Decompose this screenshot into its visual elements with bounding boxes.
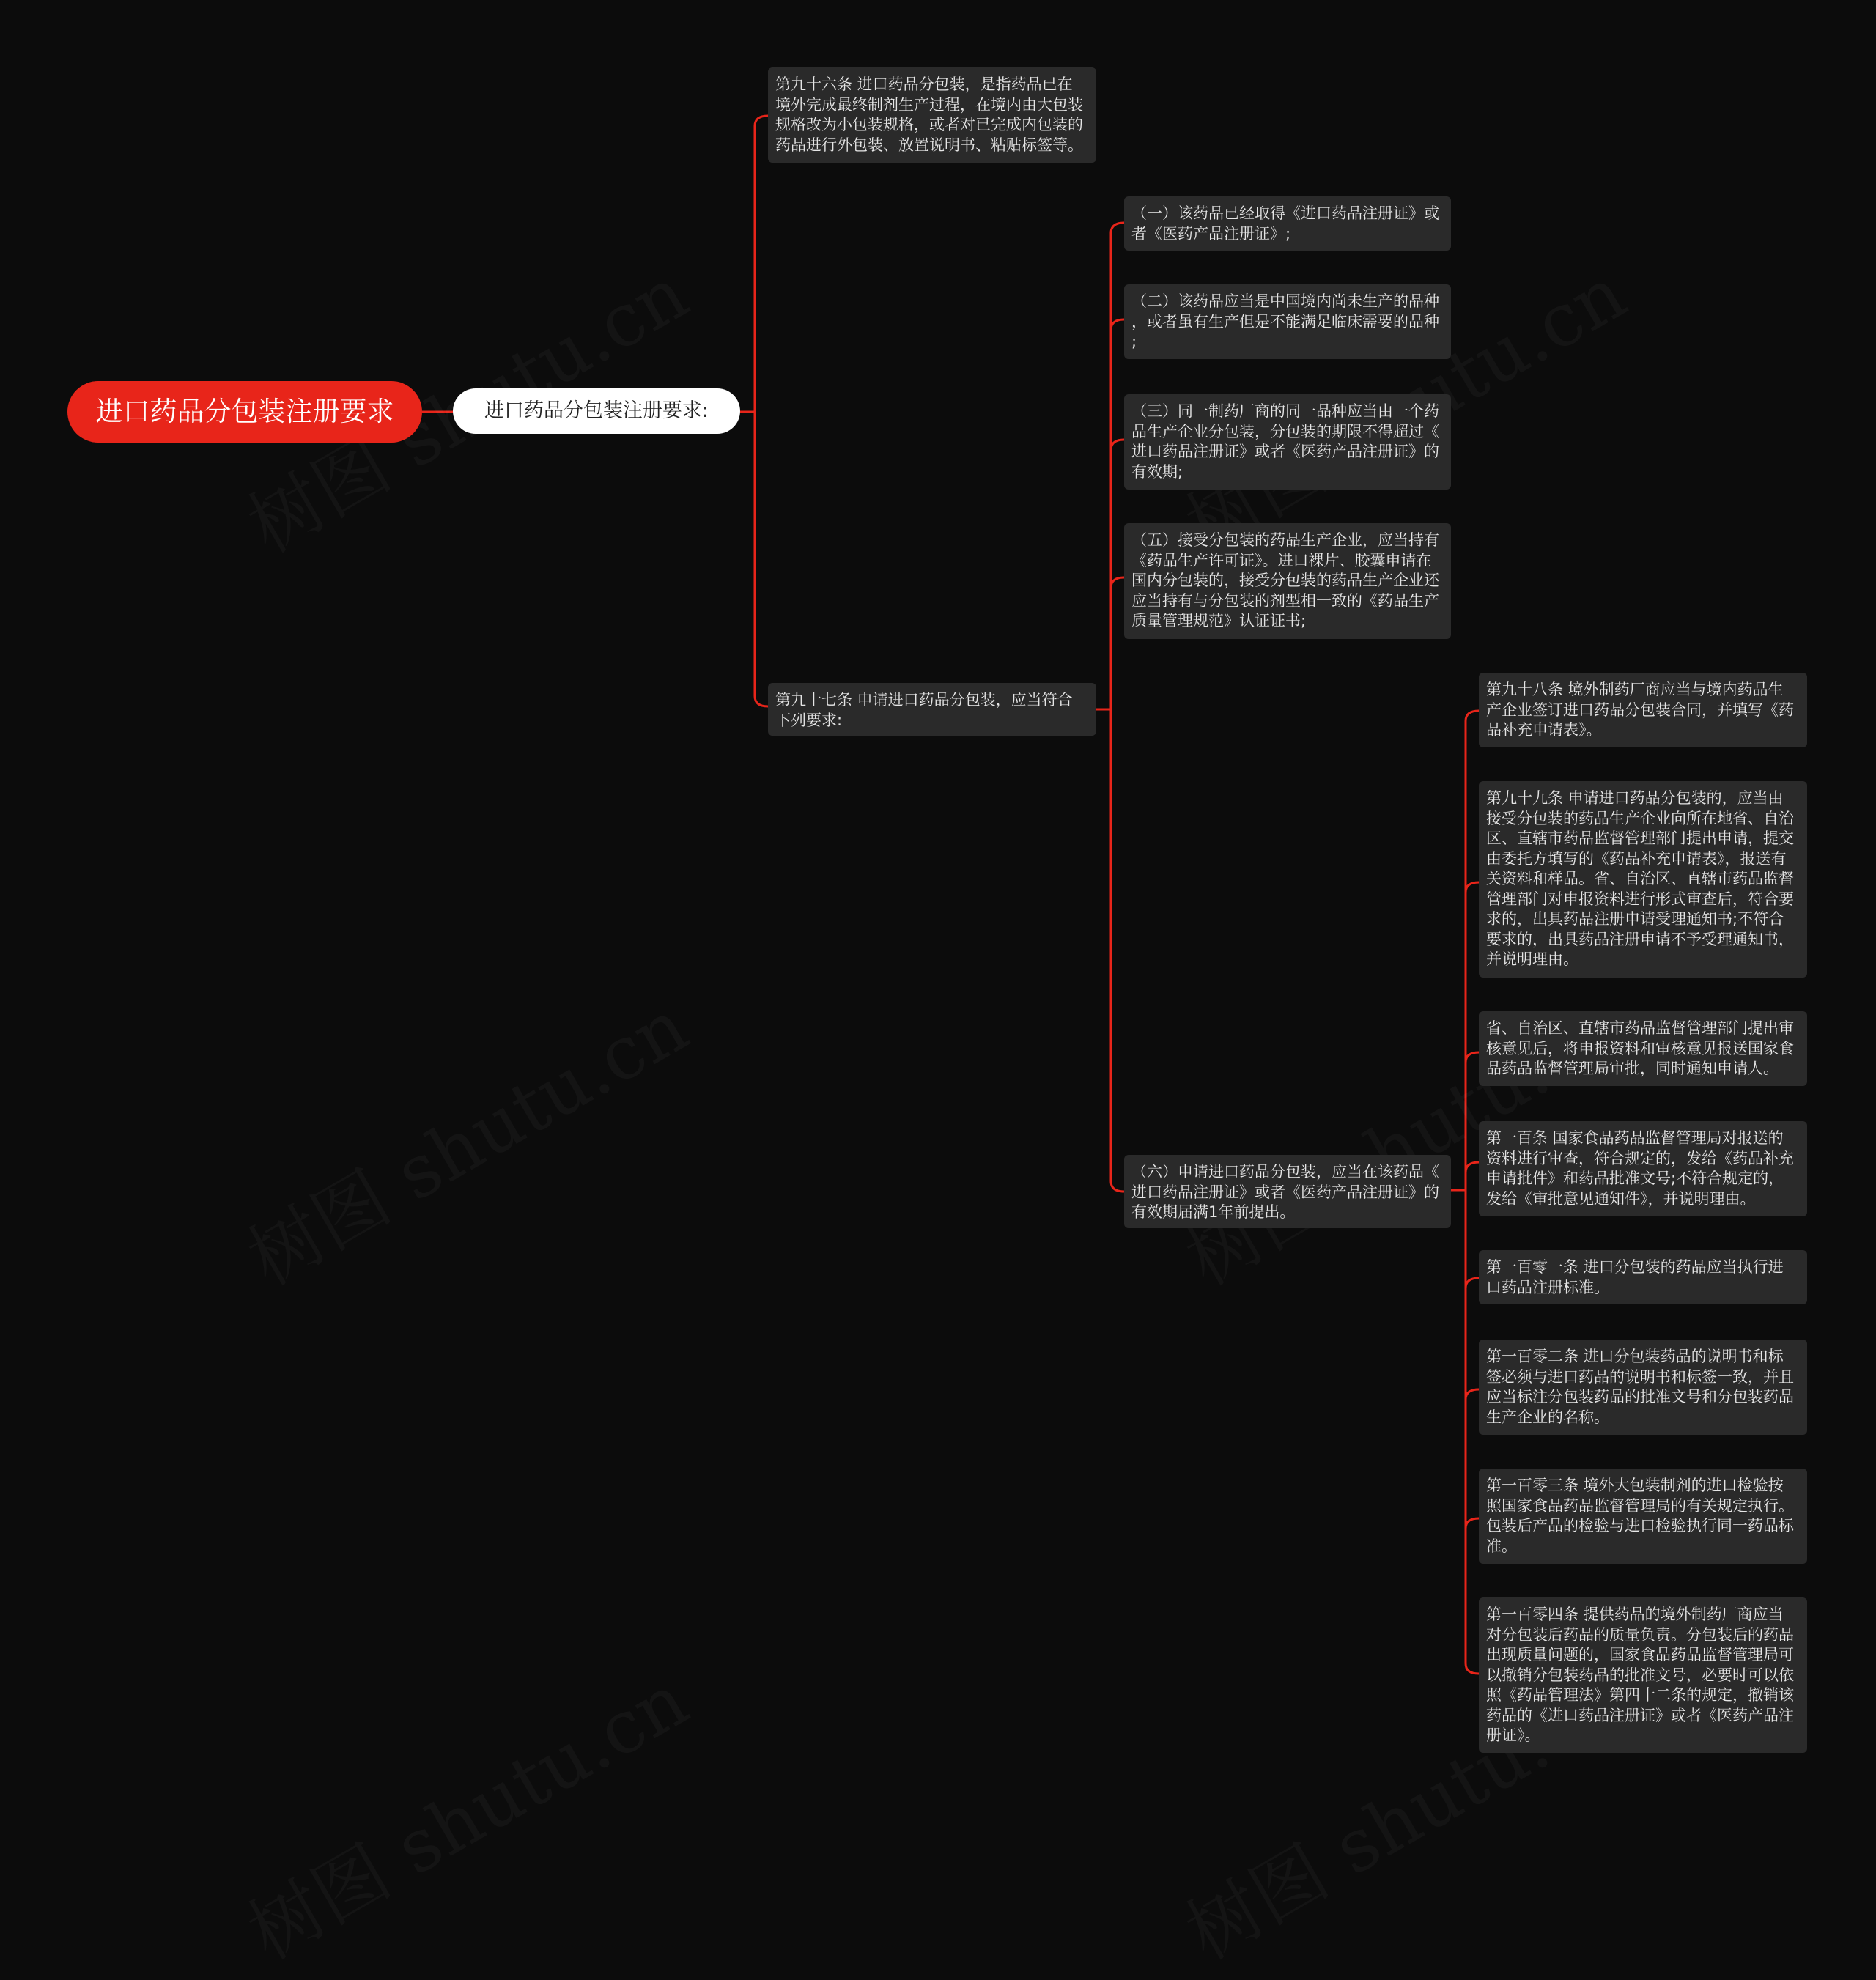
node-requirement-5[interactable]: （五）接受分包装的药品生产企业，应当持有 《药品生产许可证》。进口裸片、胶囊申请在 国内分包装的，接受分包装的药品生产企业还 应当持有与分包装的剂型相一致的《药品生产 质量管理规范》认证证书; <box>1124 523 1451 639</box>
link-branch-art96 <box>740 116 768 412</box>
node-requirement-2[interactable]: （二）该药品应当是中国境内尚未生产的品种 ，或者虽有生产但是不能满足临床需要的品种 ; <box>1124 284 1451 359</box>
link-req6-prov <box>1466 1052 1479 1063</box>
link-req6-art103 <box>1466 1518 1479 1529</box>
link-req6-art99 <box>1466 882 1479 893</box>
link-req6-art104 <box>1466 1190 1479 1674</box>
root-node[interactable]: 进口药品分包装注册要求 <box>67 381 422 443</box>
node-article-103[interactable]: 第一百零三条 境外大包装制剂的进口检验按 照国家食品药品监督管理局的有关规定执行。 包装后产品的检验与进口检验执行同一药品标 准。 <box>1479 1469 1807 1564</box>
node-requirement-6[interactable]: （六）申请进口药品分包装，应当在该药品《 进口药品注册证》或者《医药产品注册证》的 有效期届满1年前提出。 <box>1124 1155 1451 1228</box>
node-requirement-1[interactable]: （一）该药品已经取得《进口药品注册证》或 者《医药产品注册证》; <box>1124 196 1451 251</box>
link-art97-req2 <box>1111 319 1124 330</box>
node-article-100[interactable]: 第一百条 国家食品药品监督管理局对报送的 资料进行审查，符合规定的，发给《药品补充 申请批件》和药品批准文号;不符合规定的， 发给《审批意见通知件》，并说明理由。 <box>1479 1121 1807 1216</box>
link-art97-req3 <box>1111 440 1124 450</box>
branch-node[interactable]: 进口药品分包装注册要求: <box>453 388 740 434</box>
node-article-99[interactable]: 第九十九条 申请进口药品分包装的，应当由 接受分包装的药品生产企业向所在地省、自治 区、直辖市药品监督管理部门提出申请，提交 由委托方填写的《药品补充申请表》，报送有 关资料和样品。省、自治区、直辖市药品监督 管理部门对申报资料进行形式审查后，符合要 求的，出具药品注册申请受理通知书;不符合 要求的，出具药品注册申请不予受理通知书， 并说明理由。 <box>1479 781 1807 978</box>
link-art97-req6 <box>1111 709 1124 1192</box>
node-article-97[interactable]: 第九十七条 申请进口药品分包装，应当符合 下列要求: <box>768 683 1096 736</box>
link-req6-art100 <box>1466 1162 1479 1172</box>
node-article-104[interactable]: 第一百零四条 提供药品的境外制药厂商应当 对分包装后药品的质量负责。分包装后的药品 出现质量问题的，国家食品药品监督管理局可 以撤销分包装药品的批准文号，必要时可以依 照《药品管理法》第四十二条的规定，撤销该 药品的《进口药品注册证》或者《医药产品注 册证》。 <box>1479 1597 1807 1753</box>
link-req6-art98 <box>1451 711 1479 1190</box>
node-article-96[interactable]: 第九十六条 进口药品分包装，是指药品已在 境外完成最终制剂生产过程，在境内由大包装 规格改为小包装规格，或者对已完成内包装的 药品进行外包装、放置说明书、粘贴标签等。 <box>768 67 1096 163</box>
link-branch-art97 <box>755 412 768 706</box>
node-article-101[interactable]: 第一百零一条 进口分包装的药品应当执行进 口药品注册标准。 <box>1479 1250 1807 1304</box>
node-article-102[interactable]: 第一百零二条 进口分包装药品的说明书和标 签必须与进口药品的说明书和标签一致，并且 应当标注分包装药品的批准文号和分包装药品 生产企业的名称。 <box>1479 1340 1807 1435</box>
node-requirement-3[interactable]: （三）同一制药厂商的同一品种应当由一个药 品生产企业分包装，分包装的期限不得超过《 进口药品注册证》或者《医药产品注册证》的 有效期; <box>1124 394 1451 490</box>
link-art97-req5 <box>1111 577 1124 588</box>
link-art97-req1 <box>1096 223 1124 709</box>
link-req6-art102 <box>1466 1389 1479 1400</box>
node-provincial-review[interactable]: 省、自治区、直辖市药品监督管理部门提出审 核意见后，将申报资料和审核意见报送国家食 品药品监督管理局审批，同时通知申请人。 <box>1479 1011 1807 1086</box>
node-article-98[interactable]: 第九十八条 境外制药厂商应当与境内药品生 产企业签订进口药品分包装合同，并填写《药 品补充申请表》。 <box>1479 673 1807 747</box>
link-req6-art101 <box>1466 1278 1479 1288</box>
